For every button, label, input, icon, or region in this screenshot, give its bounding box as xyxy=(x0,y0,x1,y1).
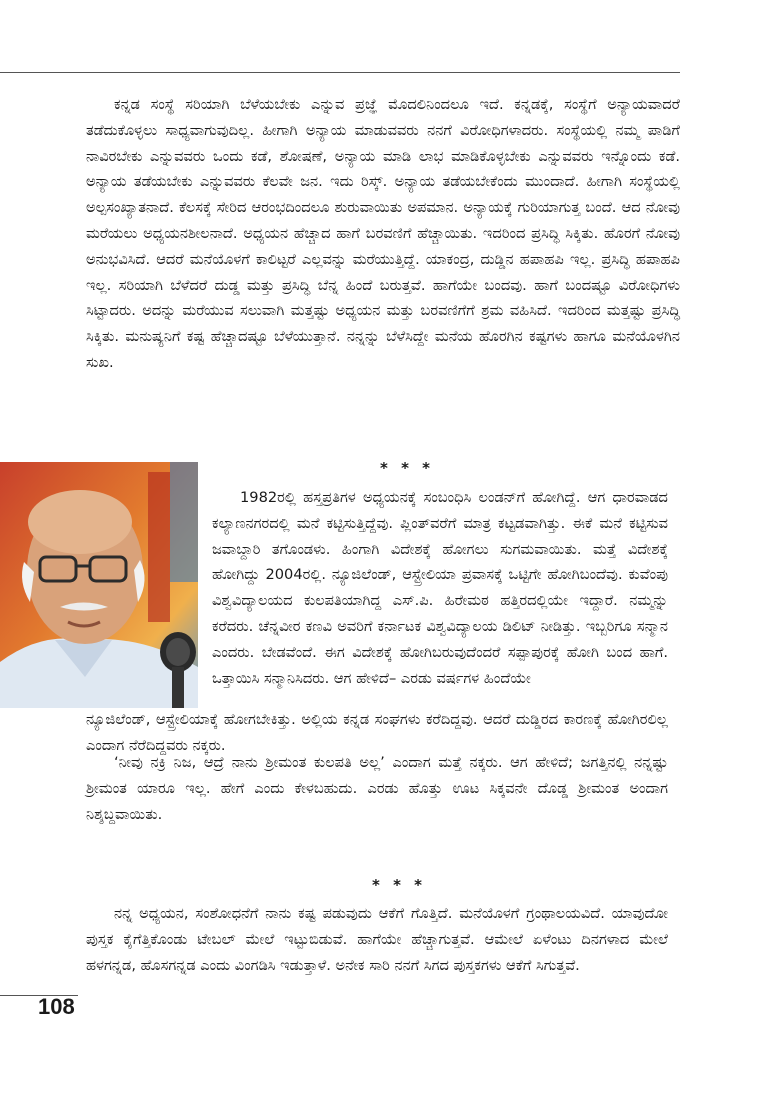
paragraph-2: 1982ರಲ್ಲಿ ಹಸ್ತಪ್ರತಿಗಳ ಅಧ್ಯಯನಕ್ಕೆ ಸಂಬಂಧಿಸಿ ಲಂಡನ್‌ಗೆ ಹೋಗಿದ್ದೆ. ಆಗ ಧಾರವಾಡದ ಕಲ್ಯಾಣನಗರದಲ್ಲಿ ಮನೆ ಕಟ್ಟಿಸುತ್ತಿದ್ದೆವು. ಪ್ಲಿಂತ್‌ವರೆಗೆ ಮಾತ್ರ ಕಟ್ಟಡವಾಗಿತ್ತು. ಈಕೆ ಮನೆ ಕಟ್ಟಿಸುವ ಜವಾಬ್ದಾರಿ ತಗೊಂಡಳು. ಹಿಂಗಾಗಿ ವಿದೇಶಕ್ಕೆ ಹೋಗಲು ಸುಗಮವಾಯಿತು. ಮತ್ತೆ ವಿದೇಶಕ್ಕೆ ಹೋಗಿದ್ದು 2004ರಲ್ಲಿ. ನ್ಯೂಜಿಲೆಂಡ್, ಆಸ್ಟ್ರೇಲಿಯಾ ಪ್ರವಾಸಕ್ಕೆ ಒಟ್ಟಿಗೇ ಹೋಗಿಬಂದೆವು. ಕುವೆಂಪು ವಿಶ್ವವಿದ್ಯಾಲಯದ ಕುಲಪತಿಯಾಗಿದ್ದ ಎಸ್.ಪಿ. ಹಿರೇಮಠ ಹತ್ತಿರದಲ್ಲಿಯೇ ಇದ್ದಾರೆ. ನಮ್ಮನ್ನು ಕರೆದರು. ಚೆನ್ನವೀರ ಕಣವಿ ಅವರಿಗೆ ಕರ್ನಾಟಕ ವಿಶ್ವವಿದ್ಯಾಲಯ ಡಿಲಿಟ್ ನೀಡಿತ್ತು. ಇಬ್ಬರಿಗೂ ಸನ್ಮಾನ ಎಂದರು. ಬೇಡವೆಂದೆ. ಈಗ ವಿದೇಶಕ್ಕೆ ಹೋಗಿಬರುವುದೆಂದರೆ ಸಪ್ಪಾಪುರಕ್ಕೆ ಹೋಗಿ ಬಂದ ಹಾಗೆ. ಒತ್ತಾಯಿಸಿ ಸನ್ಮಾನಿಸಿದರು. ಆಗ ಹೇಳಿದೆ– ಎರಡು ವರ್ಷಗಳ ಹಿಂದೆಯೇ xyxy=(212,489,668,687)
header-rule xyxy=(0,72,680,73)
section-separator-2: * * * xyxy=(372,876,426,894)
paragraph-1: ಕನ್ನಡ ಸಂಸ್ಥೆ ಸರಿಯಾಗಿ ಬೆಳೆಯಬೇಕು ಎನ್ನುವ ಪ್ರಜ್ಞೆ ಮೊದಲಿನಿಂದಲೂ ಇದೆ. ಕನ್ನಡಕ್ಕೆ, ಸಂಸ್ಥೆಗೆ ಅನ್ಯಾಯವಾದರೆ ತಡೆದುಕೊಳ್ಳಲು ಸಾಧ್ಯವಾಗುವುದಿಲ್ಲ. ಹೀಗಾಗಿ ಅನ್ಯಾಯ ಮಾಡುವವರು ನನಗೆ ವಿರೋಧಿಗಳಾದರು. ಸಂಸ್ಥೆಯಲ್ಲಿ ನಮ್ಮ ಪಾಡಿಗೆ ನಾವಿರಬೇಕು ಎನ್ನುವವರು ಒಂದು ಕಡೆ, ಶೋಷಣೆ, ಅನ್ಯಾಯ ಮಾಡಿ ಲಾಭ ಮಾಡಿಕೊಳ್ಳಬೇಕು ಎನ್ನುವವರು ಇನ್ನೊಂದು ಕಡೆ. ಅನ್ಯಾಯ ತಡೆಯಬೇಕು ಎನ್ನುವವರು ಕೆಲವೇ ಜನ. ಇದು ರಿಸ್ಕ್. ಅನ್ಯಾಯ ತಡೆಯಬೇಕೆಂದು ಮುಂದಾದೆ. ಹೀಗಾಗಿ ಸಂಸ್ಥೆಯಲ್ಲಿ ಅಲ್ಪಸಂಖ್ಯಾತನಾದೆ. ಕೆಲಸಕ್ಕೆ ಸೇರಿದ ಆರಂಭದಿಂದಲೂ ಶುರುವಾಯಿತು ಅಪಮಾನ. ಅನ್ಯಾಯಕ್ಕೆ ಗುರಿಯಾಗುತ್ತ ಬಂದೆ. ಆದ ನೋವು ಮರೆಯಲು ಅಧ್ಯಯನಶೀಲನಾದೆ. ಅಧ್ಯಯನ ಹೆಚ್ಚಾದ ಹಾಗೆ ಬರವಣಿಗೆ ಹೆಚ್ಚಾಯಿತು. ಇದರಿಂದ ಪ್ರಸಿದ್ಧಿ ಸಿಕ್ಕಿತು. ಹೊರಗೆ ನೋವು ಅನುಭವಿಸಿದೆ. ಆದರೆ ಮನೆಯೊಳಗೆ ಕಾಲಿಟ್ಟರೆ ಎಲ್ಲವನ್ನು ಮರೆಯುತ್ತಿದ್ದೆ. ಯಾಕಂದ್ರ, ದುಡ್ಡಿನ ಹಪಾಹಪಿ ಇಲ್ಲ. ಪ್ರಸಿದ್ಧಿ ಹಪಾಹಪಿ ಇಲ್ಲ. ಸರಿಯಾಗಿ ಬೆಳೆದರೆ ದುಡ್ಡ ಮತ್ತು ಪ್ರಸಿದ್ಧಿ ಬೆನ್ನ ಹಿಂದೆ ಬರುತ್ತವೆ. ಹಾಗೆಯೇ ಬಂದವು. ಹಾಗೆ ಬಂದಷ್ಟೂ ವಿರೋಧಿಗಳು ಸಿಟ್ಟಾದರು. ಅದನ್ನು ಮರೆಯುವ ಸಲುವಾಗಿ ಮತ್ತಷ್ಟು ಅಧ್ಯಯನ ಮತ್ತು ಬರವಣಿಗೆಗೆ ಶ್ರಮ ವಹಿಸಿದೆ. ಇದರಿಂದ ಮತ್ತಷ್ಟು ಪ್ರಸಿದ್ಧಿ ಸಿಕ್ಕಿತು. ಮನುಷ್ಯನಿಗೆ ಕಷ್ಟ ಹೆಚ್ಚಾದಷ್ಟೂ ಬೆಳೆಯುತ್ತಾನೆ. ನನ್ನನ್ನು ಬೆಳೆಸಿದ್ದೇ ಮನೆಯ ಹೊರಗಿನ ಕಷ್ಟಗಳು ಹಾಗೂ ಮನೆಯೊಳಗಿನ ಸುಖ. xyxy=(86,96,680,371)
paragraph-4: ನನ್ನ ಅಧ್ಯಯನ, ಸಂಶೋಧನೆಗೆ ನಾನು ಕಷ್ಟ ಪಡುವುದು ಆಕೆಗೆ ಗೊತ್ತಿದೆ. ಮನೆಯೊಳಗೆ ಗ್ರಂಥಾಲಯವಿದೆ. ಯಾವುದೋ ಪುಸ್ತಕ ಕೈಗೆತ್ತಿಕೊಂಡು ಟೇಬಲ್ ಮೇಲೆ ಇಟ್ಟುಬಿಡುವೆ. ಹಾಗೆಯೇ ಹೆಚ್ಚಾಗುತ್ತವೆ. ಆಮೇಲೆ ಏಳೆಂಟು ದಿನಗಳಾದ ಮೇಲೆ ಹಳಗನ್ನಡ, ಹೊಸಗನ್ನಡ ಎಂದು ವಿಂಗಡಿಸಿ ಇಡುತ್ತಾಳೆ. ಅನೇಕ ಸಾರಿ ನನಗೆ ಸಿಗದ ಪುಸ್ತಕಗಳು ಆಕೆಗೆ ಸಿಗುತ್ತವೆ. xyxy=(86,905,668,974)
portrait-photo xyxy=(0,462,198,708)
paragraph-2-continued: ನ್ಯೂಜಿಲೆಂಡ್, ಆಸ್ಟ್ರೇಲಿಯಾಕ್ಕೆ ಹೋಗಬೇಕಿತ್ತು. ಅಲ್ಲಿಯ ಕನ್ನಡ ಸಂಘಗಳು ಕರೆದಿದ್ದವು. ಆದರೆ ದುಡ್ಡಿರದ ಕಾರಣಕ್ಕೆ ಹೋಗಿರಲಿಲ್ಲ ಎಂದಾಗ ನೆರೆದಿದ್ದವರು ನಕ್ಕರು. xyxy=(86,711,668,754)
page-number: 108 xyxy=(38,994,75,1019)
portrait-illustration xyxy=(0,462,198,708)
section-separator-1: * * * xyxy=(380,459,434,477)
paragraph-3: ‘ನೀವು ನಕ್ರಿ ನಿಜ, ಆದ್ರೆ ನಾನು ಶ್ರೀಮಂತ ಕುಲಪತಿ ಅಲ್ಲ’ ಎಂದಾಗ ಮತ್ತೆ ನಕ್ಕರು. ಆಗ ಹೇಳಿದೆ; ಜಗತ್ತಿನಲ್ಲಿ ನನ್ನಷ್ಟು ಶ್ರೀಮಂತ ಯಾರೂ ಇಲ್ಲ. ಹೇಗೆ ಎಂದು ಕೇಳಬಹುದು. ಎರಡು ಹೊತ್ತು ಊಟ ಸಿಕ್ಕವನೇ ದೊಡ್ಡ ಶ್ರೀಮಂತ ಅಂದಾಗ ನಿಶ್ಶಬ್ದವಾಯಿತು. xyxy=(86,754,668,823)
